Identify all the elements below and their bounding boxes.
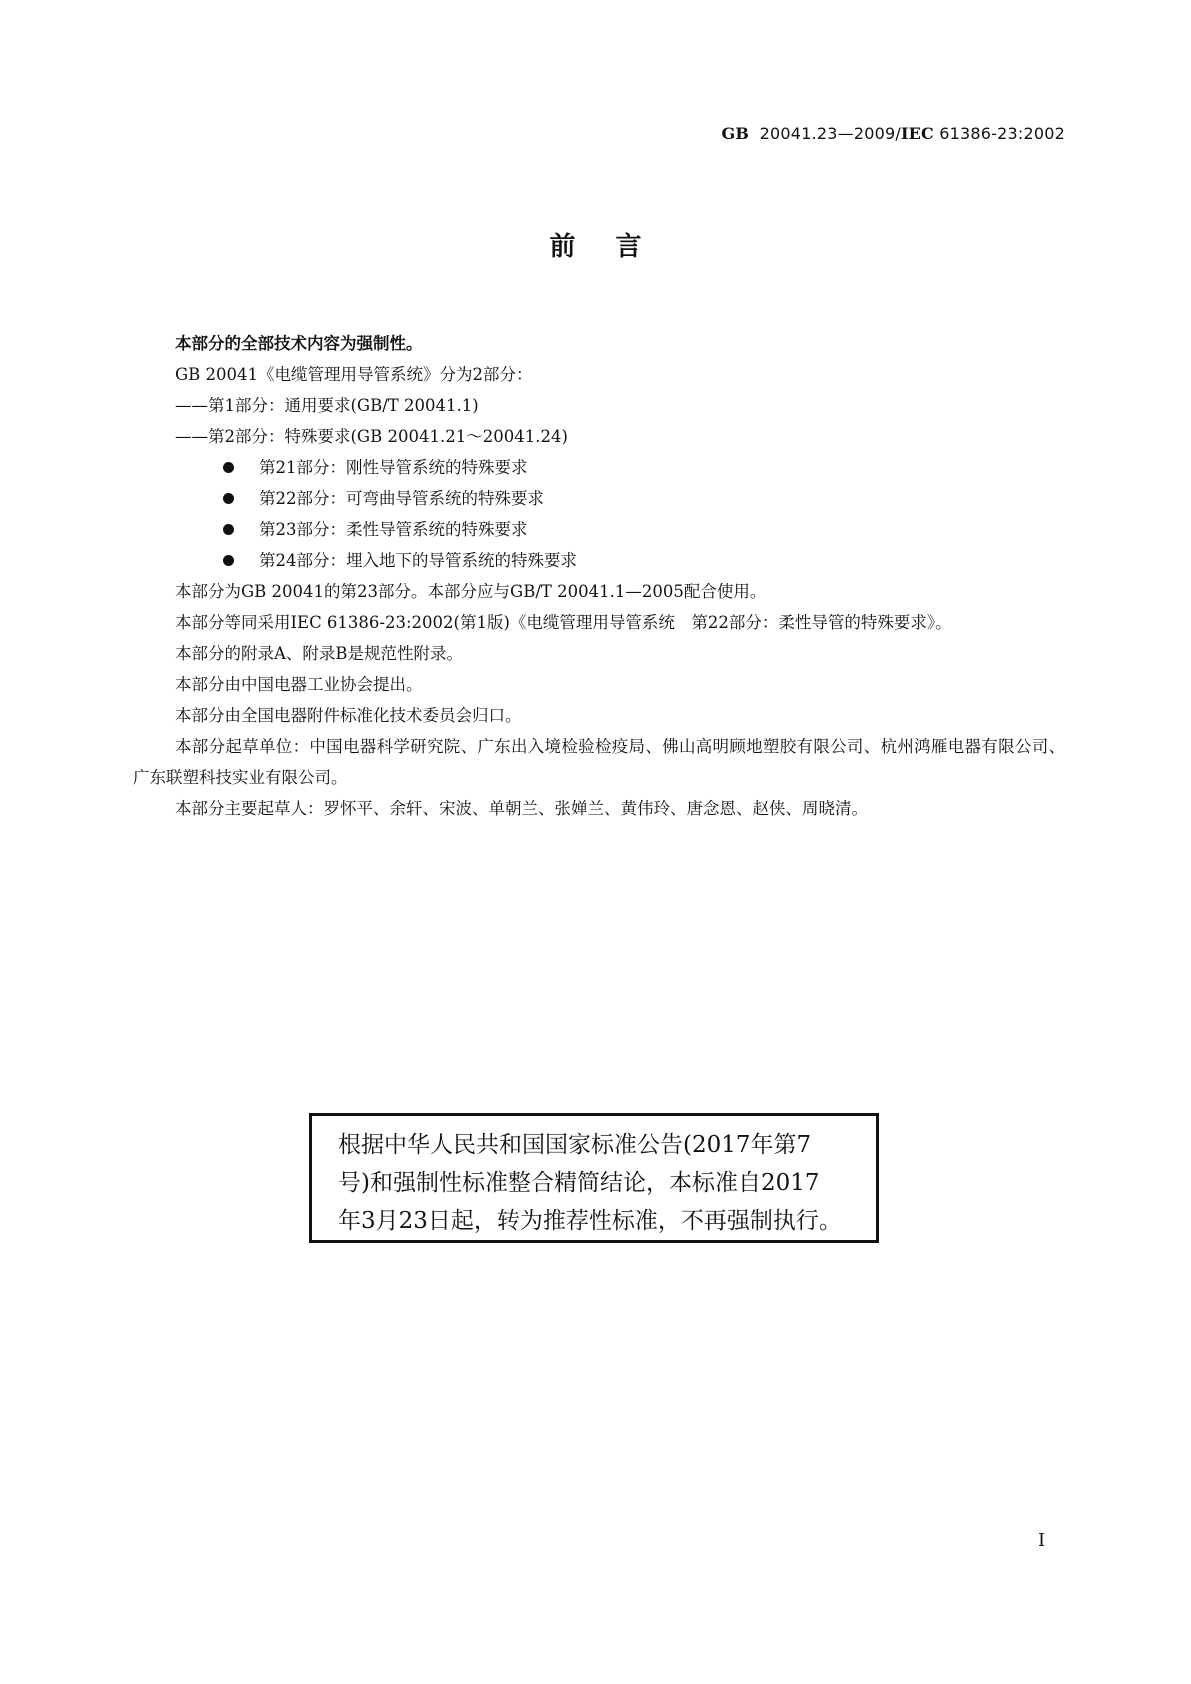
bullet-icon [223, 524, 234, 535]
bullet-text: 第24部分：埋入地下的导管系统的特殊要求 [259, 551, 577, 570]
iec-code-number: 61386-23:2002 [939, 124, 1065, 143]
parts-intro: GB 20041《电缆管理用导管系统》分为2部分： [175, 365, 533, 384]
page-number: I [1038, 1530, 1046, 1551]
drafters-paragraph: 本部分主要起草人：罗怀平、余轩、宋波、单朝兰、张婵兰、黄伟玲、唐念恩、赵侠、周晓清。 [175, 799, 868, 818]
notice-box [309, 1113, 879, 1243]
bullet-text: 第23部分：柔性导管系统的特殊要求 [259, 520, 528, 539]
relation-paragraph: 本部分为GB 20041的第23部分。本部分应与GB/T 20041.1—2005配合使用。 [175, 582, 767, 601]
standard-code-header [722, 124, 1066, 143]
annex-paragraph: 本部分的附录A、附录B是规范性附录。 [175, 644, 464, 663]
bullet-item [133, 452, 1065, 483]
notice-line: 号)和强制性标准整合精简结论，本标准自2017 [338, 1170, 820, 1196]
notice-line: 根据中华人民共和国国家标准公告(2017年第7 [338, 1132, 812, 1158]
drafting-units-paragraph: 本部分起草单位：中国电器科学研究院、广东出入境检验检疫局、佛山高明顾地塑胶有限公司、杭州鸿雁电器有限公司、广东联塑科技实业有限公司。 [133, 737, 1065, 787]
iec-code-prefix: IEC [900, 124, 934, 143]
mandatory-statement: 本部分的全部技术内容为强制性。 [175, 334, 423, 353]
part-1-item: ——第1部分：通用要求(GB/T 20041.1) [175, 396, 479, 415]
adoption-paragraph: 本部分等同采用IEC 61386-23:2002(第1版)《电缆管理用导管系统 第22部分：柔性导管的特殊要求》。 [175, 613, 952, 632]
part-2-item: ——第2部分：特殊要求(GB 20041.21～20041.24) [175, 427, 568, 446]
proposed-by-paragraph: 本部分由中国电器工业协会提出。 [175, 675, 423, 694]
foreword-body [133, 328, 1065, 824]
bullet-text: 第22部分：可弯曲导管系统的特殊要求 [259, 489, 544, 508]
bullet-text: 第21部分：刚性导管系统的特殊要求 [259, 458, 528, 477]
administered-by-paragraph: 本部分由全国电器附件标准化技术委员会归口。 [175, 706, 522, 725]
bullet-icon [223, 555, 234, 566]
page-title: 前言 [549, 232, 682, 262]
notice-line: 年3月23日起，转为推荐性标准，不再强制执行。 [338, 1208, 842, 1234]
standard-code-number: 20041.23—2009/ [759, 124, 901, 143]
standard-code-prefix: GB [721, 124, 750, 143]
bullet-icon [223, 462, 234, 473]
bullet-item [133, 514, 1065, 545]
bullet-item [133, 545, 1065, 576]
bullet-icon [223, 493, 234, 504]
bullet-item [133, 483, 1065, 514]
